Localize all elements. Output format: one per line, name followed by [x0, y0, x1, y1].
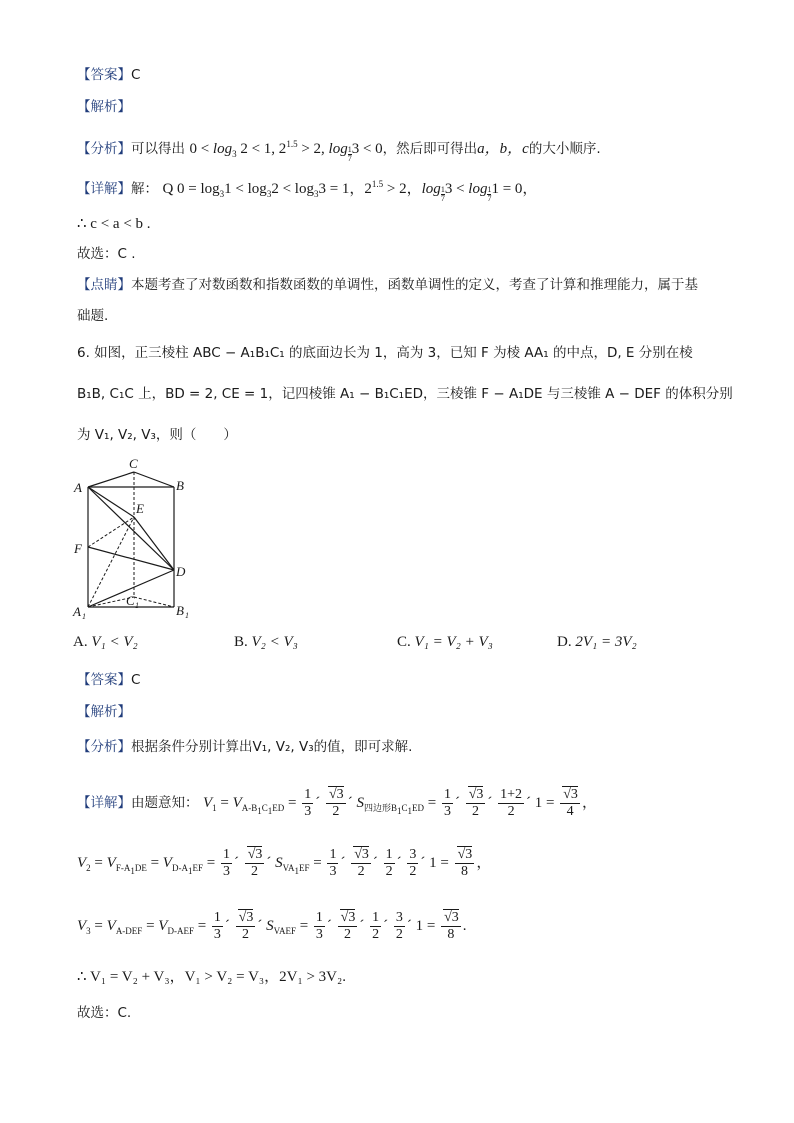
option-c-label: C.: [397, 634, 411, 650]
dianjing-text-1: 本题考查了对数函数和指数函数的单调性，函数单调性的定义，考查了计算和推理能力，属于基: [131, 277, 698, 293]
option-d-text: 2V₁ = 3V₂: [575, 634, 637, 650]
analysis-tag: 【解析】: [77, 704, 131, 720]
dianjing-text-2: 础题.: [77, 308, 109, 324]
option-a-text: V₁ < V₂: [91, 634, 138, 650]
segment-FD: [88, 547, 174, 570]
segment-AE: [88, 487, 134, 517]
hidden-segment-FE: [88, 517, 134, 547]
option-b[interactable]: [234, 634, 298, 651]
formula-v3: $V_3 = V_{A-DEF} = V_{D-AEF}$ = $\frac{1}{3}$ ´ $\frac{√3}{2}$ ´ $S_{VAEF}$ = $\frac{1}{3}$ ´ $\frac{√3}{2}$ ´ $\frac{1}{2}$ ´ $\frac{3}{2}$ ´ 1 = $\frac{√3}{8}$ .: [77, 910, 467, 942]
q5-analysis-line: [77, 97, 131, 117]
option-d-label: D.: [557, 634, 572, 650]
label-A1: A: [73, 604, 81, 619]
q6-stem-2: B₁B, C₁C 上，BD = 2, CE = 1，记四棱锥 A₁ − B₁C₁ED，三棱锥 F − A₁DE 与三棱锥 A − DEF 的体积分别: [77, 386, 733, 402]
q6-analysis-line: [77, 702, 131, 722]
xiangjie-tag: 【详解】: [77, 794, 131, 811]
q6-conclusion: ∴ V₁ = V₂ + V₃，V₁ > V₂ = V₃，2V₁ > 3V₂.: [77, 969, 346, 985]
q5-fenxi-line: [77, 134, 601, 164]
q6-stem-3: 为 V₁, V₂, V₃，则（ ）: [77, 427, 237, 443]
label-A1-sub: 1: [82, 612, 86, 621]
edge-AC: [88, 472, 134, 487]
option-c-text: V₁ = V₂ + V₃: [414, 634, 493, 650]
formula-v1: $V_1 = V_{A-B_1C_1ED}$ = $\frac{1}{3}$ ´ $\frac{√3}{2}$ ´ $S_{四边形B_1C_1ED}$ = $\frac{1}{3}$ ´ $\frac{√3}{2}$ ´ $\frac{1+2}{2}$ ´ 1 = $\frac{√3}{4}$ ，: [202, 787, 597, 819]
edge-CB: [134, 472, 174, 487]
label-C1: C: [126, 593, 135, 608]
xiangjie-pre: 解：: [131, 181, 158, 197]
fenxi-pre: 可以得出: [131, 141, 185, 157]
fenxi-inequality: $0 < \log_3 2 < 1$, $2^{1.5} > 2$, log $\frac{1}{7}$ 3 < 0: [189, 139, 383, 163]
q6-xiangjie-line: [77, 787, 597, 821]
option-a-label: A.: [73, 634, 88, 650]
q5-dianjing-line: [77, 275, 698, 295]
label-B1: B: [176, 603, 184, 618]
hidden-edge-C1B1: [134, 597, 174, 607]
xiangjie-math: Q $0 = \log_31 < \log_32 < \log_33 = 1$，$2^{1.5} > 2$，log $\frac{1}{7}$ 3 < log $\frac{1}{7}$ 1 = 0，: [162, 179, 538, 203]
segment-ED: [134, 517, 174, 570]
answer-tag: 【答案】: [77, 67, 131, 83]
option-a[interactable]: [73, 634, 138, 651]
segment-AD: [88, 487, 174, 570]
fenxi-text: 根据条件分别计算出V₁, V₂, V₃的值，即可求解.: [131, 739, 413, 755]
analysis-tag: 【解析】: [77, 99, 131, 115]
q5-conclusion: ∴ c < a < b .: [77, 216, 151, 232]
q5-choose: 故选：C .: [77, 246, 136, 262]
fenxi-tag: 【分析】: [77, 141, 131, 157]
label-C: C: [129, 456, 138, 471]
fenxi-tag: 【分析】: [77, 739, 131, 755]
xiangjie-tag: 【详解】: [77, 181, 131, 197]
label-D: D: [176, 564, 186, 579]
label-B: B: [176, 478, 184, 493]
q6-stem-1: 6. 如图，正三棱柱 ABC − A₁B₁C₁ 的底面边长为 1，高为 3，已知 F 为棱 AA₁ 的中点，D, E 分别在棱: [77, 345, 693, 361]
formula-v2: $V_2 = V_{F-A_1DE} = V_{D-A_1EF}$ = $\frac{1}{3}$ ´ $\frac{√3}{2}$ ´ $S_{VA_1EF}$ = $\frac{1}{3}$ ´ $\frac{√3}{2}$ ´ $\frac{1}{2}$ ´ $\frac{3}{2}$ ´ 1 = $\frac{√3}{8}$ ，: [77, 847, 492, 879]
option-b-label: B.: [234, 634, 248, 650]
label-F: F: [74, 541, 82, 556]
q6-choose: 故选：C.: [77, 1005, 132, 1021]
label-E: E: [136, 501, 144, 516]
answer-value: C: [131, 67, 141, 83]
fenxi-vars: a，b，c: [477, 141, 529, 157]
xiangjie-pre: 由题意知：: [131, 794, 199, 811]
q6-answer-line: [77, 670, 140, 690]
answer-value: C: [131, 672, 141, 688]
label-B1-sub: 1: [185, 611, 189, 620]
option-b-text: V₂ < V₃: [251, 634, 298, 650]
label-C1-sub: 1: [135, 601, 139, 610]
fenxi-mid: ，然后即可得出: [382, 141, 478, 157]
q5-answer-line: [77, 65, 140, 85]
fenxi-post: 的大小顺序.: [528, 141, 601, 157]
option-c[interactable]: [397, 634, 493, 651]
q6-fenxi-line: [77, 737, 412, 757]
q6-v2-line: [77, 847, 491, 881]
dianjing-tag: 【点睛】: [77, 277, 131, 293]
option-d[interactable]: [557, 634, 637, 651]
answer-tag: 【答案】: [77, 672, 131, 688]
label-A: A: [74, 480, 82, 495]
q6-v3-line: [77, 910, 467, 943]
prism-figure: [70, 455, 200, 625]
q5-xiangjie-line: [77, 174, 537, 204]
